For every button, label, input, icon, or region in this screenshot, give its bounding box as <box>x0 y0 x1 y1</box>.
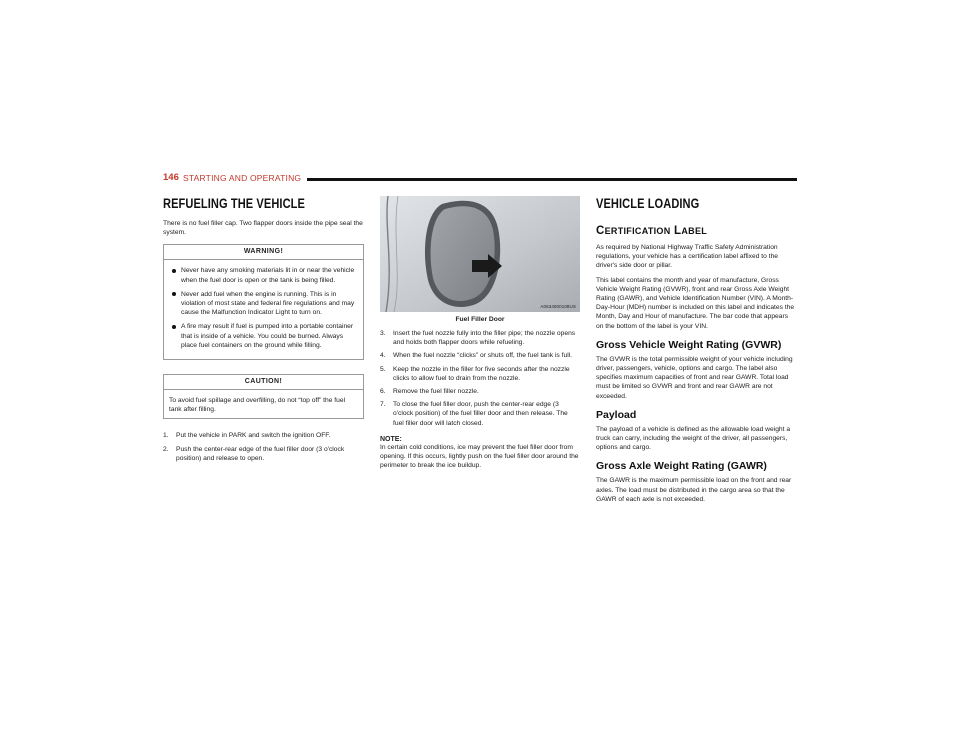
step-item: 1. Put the vehicle in PARK and switch the ignition OFF. <box>163 432 331 440</box>
step-item: 7. To close the fuel filler door, push the center-rear edge (3 o'clock position) of the fuel filler door and then release. The fuel filler door will latch closed. <box>380 401 568 427</box>
header-rule <box>307 178 797 181</box>
page-number: 146 <box>163 172 179 183</box>
step-item: 3. Insert the fuel nozzle fully into the filler pipe; the nozzle opens and holds both flapper doors while refueling. <box>380 330 576 347</box>
step-item: 2. Push the center-rear edge of the fuel filler door (3 o'clock position) and release to open. <box>163 445 345 462</box>
warning-item: Never have any smoking materials lit in or near the vehicle when the fuel door is open or the tank is being filled. <box>169 266 358 284</box>
column-vehicle-loading <box>596 196 797 509</box>
page-header <box>163 172 797 186</box>
step-item: 6. Remove the fuel filler nozzle. <box>380 388 479 396</box>
note-text: In certain cold conditions, ice may prevent the fuel filler door from opening. If this occurs, lightly push on the fuel filler door around the perimeter to break the ice buildup. <box>380 443 579 470</box>
gvwr-text: The GVWR is the total permissible weight of your vehicle including driver, passengers, vehicle, options and cargo. The label also specifies maximum capacities of front and rear GAWR. Total load must be limited so GVWR and front and rear GAWR are not exceeded. <box>596 355 793 400</box>
refueling-intro: There is no fuel filler cap. Two flapper doors inside the pipe seal the system. <box>163 220 363 237</box>
gawr-text: The GAWR is the maximum permissible load on the front and rear axles. The load must be distributed in the cargo area so that the GAWR of each axle is not exceeded. <box>596 477 792 503</box>
column-refueling <box>163 196 364 467</box>
step-item: 4. When the fuel nozzle “clicks” or shuts off, the fuel tank is full. <box>380 352 573 360</box>
warning-item: A fire may result if fuel is pumped into a portable container that is inside of a vehicle. You could be burned. Always place fuel containers on the ground while filling. <box>169 322 358 350</box>
vehicle-loading-title: VEHICLE LOADING <box>596 196 700 211</box>
figure-caption: Fuel Filler Door <box>455 316 505 323</box>
fuel-filler-door-image <box>380 196 580 312</box>
step-item: 5. Keep the nozzle in the filler for five seconds after the nozzle clicks to allow fuel to drain from the nozzle. <box>380 365 570 382</box>
certification-label-heading: CERTIFICATION LABEL <box>596 225 708 237</box>
bullet-icon <box>172 269 176 273</box>
warning-heading: WARNING! <box>164 245 363 260</box>
figure-code: A0634000108US <box>540 304 576 309</box>
certification-paragraph: This label contains the month and year of manufacture, Gross Vehicle Weight Rating (GVWR), front and rear Gross Axle Weight Rating (GAWR), and Vehicle Identification Number (VIN). A Month-Day-Hour (MDH) number is included on this label and indicates the Month, Day and Hour of manufacture. The bar code that appears on the bottom of the label is your VIN. <box>596 276 795 330</box>
note-heading: NOTE: <box>380 435 402 443</box>
section-title: STARTING AND OPERATING <box>183 172 302 183</box>
caution-box <box>163 374 364 419</box>
refueling-title: REFUELING THE VEHICLE <box>163 196 305 211</box>
fuel-door-illustration <box>380 196 580 312</box>
warning-box <box>163 244 364 360</box>
warning-item: Never add fuel when the engine is running. This is in violation of most state and federal fire regulations and may cause the Malfunction Indicator Light to turn on. <box>169 290 358 318</box>
gawr-heading: Gross Axle Weight Rating (GAWR) <box>596 460 767 473</box>
payload-text: The payload of a vehicle is defined as the allowable load weight a truck can carry, including the weight of the driver, all passengers, options and cargo. <box>596 425 791 452</box>
bullet-icon <box>172 292 176 296</box>
gvwr-heading: Gross Vehicle Weight Rating (GVWR) <box>596 338 782 351</box>
caution-heading: CAUTION! <box>164 375 363 390</box>
column-refueling-cont <box>380 196 580 475</box>
payload-heading: Payload <box>596 408 637 421</box>
caution-text: To avoid fuel spillage and overfilling, do not “top off” the fuel tank after filling. <box>169 397 346 414</box>
bullet-icon <box>172 325 176 329</box>
certification-paragraph: As required by National Highway Traffic Safety Administration regulations, your vehicle has a certification label affixed to the driver's side door or pillar. <box>596 244 779 270</box>
